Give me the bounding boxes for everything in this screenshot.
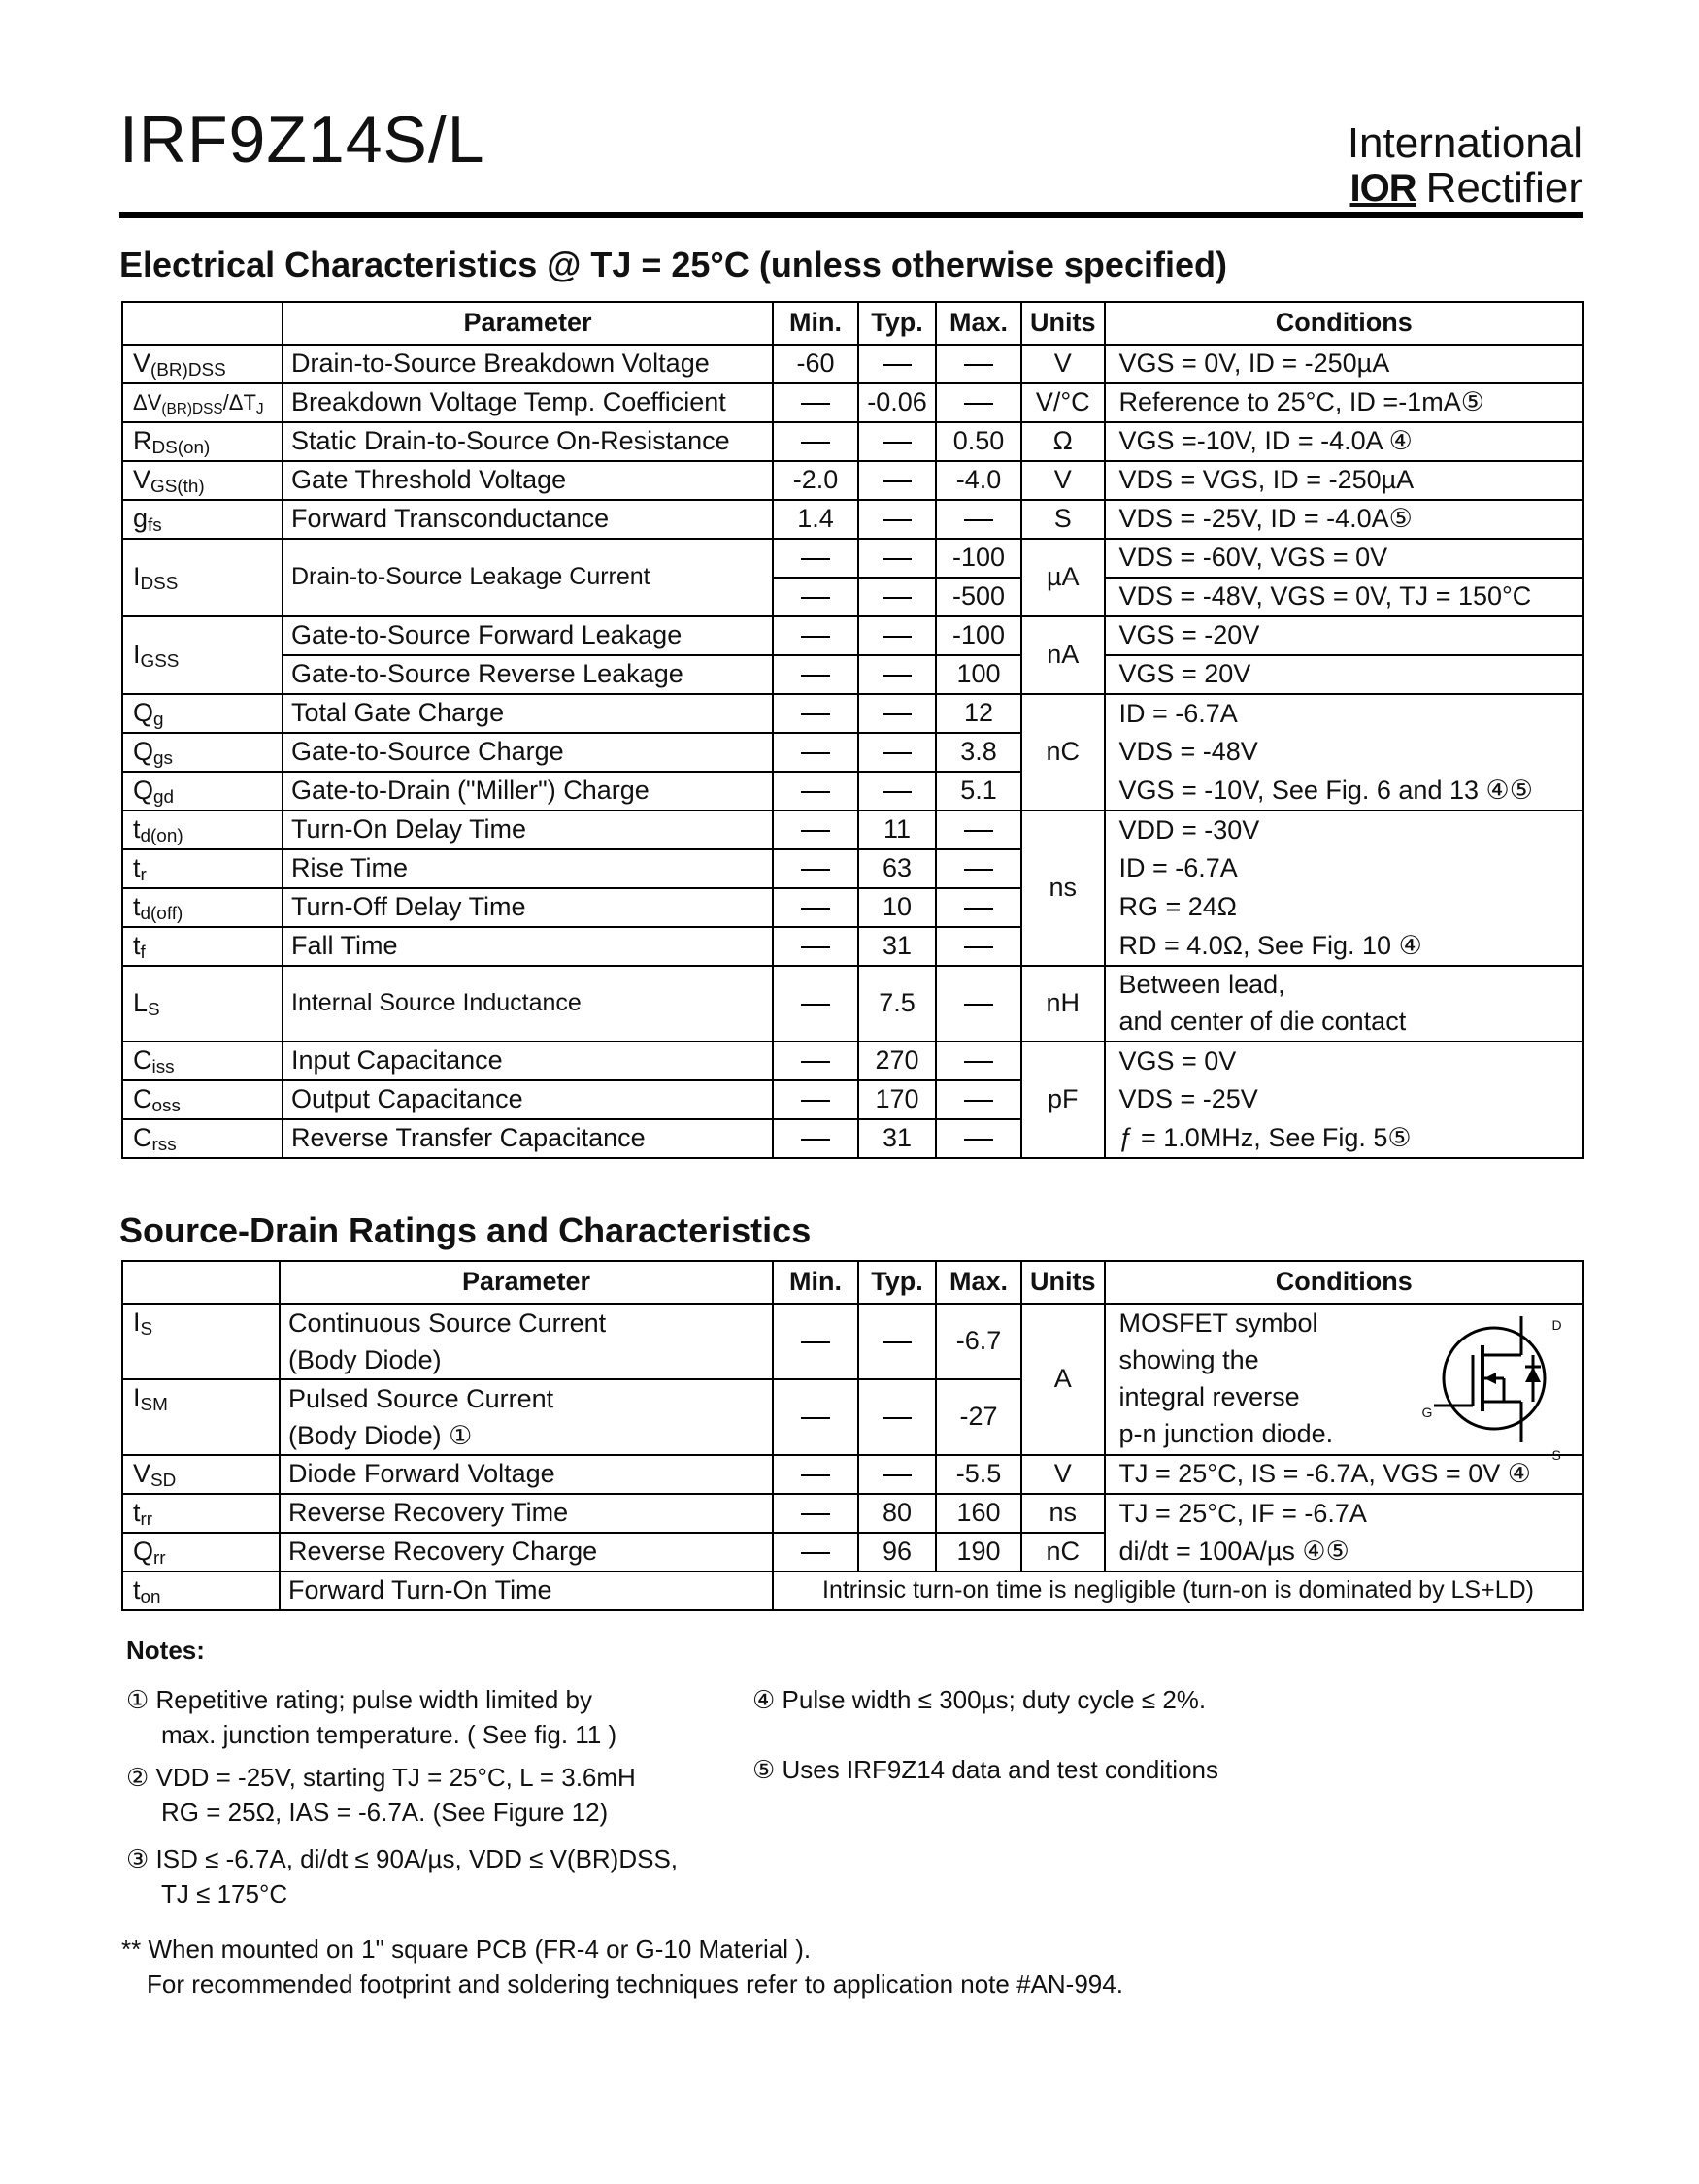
min-cell [773, 1379, 858, 1455]
min-cell [773, 422, 858, 461]
note-3: ③ ISD ≤ -6.7A, di/dt ≤ 90A/µs, VDD ≤ V(BR)DSS, [126, 1844, 679, 1873]
typ-cell [858, 616, 936, 655]
note-3-cont: TJ ≤ 175°C [161, 1879, 288, 1908]
typ-cell [858, 422, 936, 461]
condition-line: integral reverse [1118, 1382, 1300, 1411]
condition-cell: VDS = -25V, ID = -4.0A⑤ [1105, 500, 1584, 539]
unit-cell: V/°C [1021, 383, 1105, 422]
table-row [122, 966, 1583, 1004]
table-row [122, 694, 1583, 733]
parameter-cell: Gate Threshold Voltage [283, 461, 773, 500]
min-cell: 1.4 [773, 500, 858, 539]
symbol-cell: $C_{rss}$ [122, 1119, 283, 1158]
parameter-cell: Gate-to-Source Forward Leakage [283, 616, 773, 655]
notes-right-column [752, 1682, 1374, 1787]
typ-cell [858, 345, 936, 383]
condition-line: p-n junction diode. [1118, 1419, 1334, 1448]
condition-cell: RG = 24Ω [1105, 888, 1584, 927]
min-header: Min. [773, 1261, 858, 1304]
typ-cell [858, 733, 936, 772]
typ-cell [858, 1379, 936, 1455]
unit-cell: A [1021, 1304, 1105, 1455]
typ-cell [858, 694, 936, 733]
symbol-cell: $Q_{gd}$ [122, 772, 283, 811]
note-2: ② VDD = -25V, starting TJ = 25°C, L = 3.6mH [126, 1763, 636, 1792]
typ-cell [858, 500, 936, 539]
typ-header: Typ. [858, 1261, 936, 1304]
parameter-cell: Internal Source Inductance [283, 966, 773, 1042]
mosfet-pin-s: S [1551, 1447, 1561, 1463]
param-line: Continuous Source Current [288, 1308, 607, 1338]
max-cell: 190 [936, 1533, 1021, 1572]
mosfet-pin-d: D [1551, 1317, 1562, 1333]
min-cell [773, 811, 858, 849]
max-cell: 100 [936, 655, 1021, 694]
unit-cell: V [1021, 461, 1105, 500]
symbol-cell: $\Delta V_{(BR)DSS}/\Delta T_J$ [122, 383, 283, 422]
page-title: IRF9Z14S/L [119, 103, 485, 177]
parameter-cell: Reverse Recovery Charge [280, 1533, 773, 1572]
typ-header: Typ. [858, 302, 936, 345]
condition-cell: ID = -6.7A [1105, 849, 1584, 888]
max-cell: -5.5 [936, 1455, 1021, 1494]
min-cell [773, 733, 858, 772]
parameter-cell: Total Gate Charge [283, 694, 773, 733]
parameter-cell: Diode Forward Voltage [280, 1455, 773, 1494]
mosfet-condition-cell [1105, 1304, 1584, 1463]
parameter-cell: Reverse Transfer Capacitance [283, 1119, 773, 1158]
min-cell [773, 1533, 858, 1572]
min-cell [773, 655, 858, 694]
parameter-cell: Rise Time [283, 849, 773, 888]
typ-cell: 63 [858, 849, 936, 888]
max-cell: 0.50 [936, 422, 1021, 461]
table-row [122, 461, 1583, 500]
condition-cell: di/dt = 100A/µs ④⑤ [1105, 1533, 1584, 1572]
min-cell [773, 927, 858, 966]
min-cell [773, 1304, 858, 1379]
max-cell [936, 1080, 1021, 1119]
max-cell [936, 500, 1021, 539]
min-cell [773, 383, 858, 422]
condition-cell: and center of die contact [1105, 1004, 1584, 1042]
parameter-cell: Forward Transconductance [283, 500, 773, 539]
typ-cell: 170 [858, 1080, 936, 1119]
min-cell [773, 578, 858, 616]
section-title-source-drain: Source-Drain Ratings and Characteristics [119, 1210, 812, 1250]
table-row [122, 811, 1583, 849]
typ-cell: 11 [858, 811, 936, 849]
symbol-cell: $C_{iss}$ [122, 1042, 283, 1080]
max-cell [936, 1042, 1021, 1080]
symbol-cell: $Q_{rr}$ [122, 1533, 280, 1572]
symbol-cell: $V_{GS(th)}$ [122, 461, 283, 500]
min-cell [773, 888, 858, 927]
table-row [122, 422, 1583, 461]
mosfet-pin-g: G [1421, 1405, 1433, 1420]
parameter-cell: Turn-Off Delay Time [283, 888, 773, 927]
table-row [122, 539, 1583, 578]
parameter-cell: Forward Turn-On Time [280, 1572, 773, 1610]
table-row [122, 1304, 1583, 1379]
unit-cell: Ω [1021, 422, 1105, 461]
units-header: Units [1021, 1261, 1105, 1304]
symbol-cell: $Q_{gs}$ [122, 733, 283, 772]
parameter-cell: Gate-to-Drain ("Miller") Charge [283, 772, 773, 811]
table-row [122, 655, 1583, 694]
symbol-cell: $Q_g$ [122, 694, 283, 733]
min-cell [773, 966, 858, 1042]
condition-line: showing the [1118, 1345, 1259, 1374]
max-cell [936, 383, 1021, 422]
note-4: ④ Pulse width ≤ 300µs; duty cycle ≤ 2%. [752, 1685, 1207, 1714]
condition-cell: Intrinsic turn-on time is negligible (turn-on is dominated by LS+LD) [773, 1572, 1583, 1610]
max-cell [936, 927, 1021, 966]
max-cell: -100 [936, 616, 1021, 655]
unit-cell: ns [1021, 1494, 1105, 1533]
footnote-line-1: ** When mounted on 1" square PCB (FR-4 or G-10 Material ). [121, 1935, 812, 1964]
notes-section [126, 1636, 1218, 1908]
unit-cell: ns [1021, 811, 1105, 966]
parameter-cell: Breakdown Voltage Temp. Coefficient [283, 383, 773, 422]
typ-cell [858, 1304, 936, 1379]
parameter-cell: Gate-to-Source Reverse Leakage [283, 655, 773, 694]
unit-cell: nA [1021, 616, 1105, 694]
max-cell: 3.8 [936, 733, 1021, 772]
min-cell [773, 1119, 858, 1158]
table-row [122, 733, 1583, 772]
conditions-header: Conditions [1105, 1261, 1584, 1304]
param-line: (Body Diode) ① [288, 1421, 473, 1450]
condition-cell: VDS = -48V [1105, 733, 1584, 772]
note-2-cont: RG = 25Ω, IAS = -6.7A. (See Figure 12) [161, 1798, 609, 1827]
symbol-cell: $I_{GSS}$ [122, 616, 283, 694]
parameter-cell: Turn-On Delay Time [283, 811, 773, 849]
parameter-cell: Drain-to-Source Leakage Current [283, 539, 773, 616]
typ-cell [858, 655, 936, 694]
condition-cell: VGS = -20V [1105, 616, 1584, 655]
note-1: ① Repetitive rating; pulse width limited by [126, 1685, 592, 1714]
table-row [122, 1533, 1583, 1572]
max-cell [936, 888, 1021, 927]
units-header: Units [1021, 302, 1105, 345]
parameter-cell: Fall Time [283, 927, 773, 966]
param-line: Pulsed Source Current [288, 1384, 554, 1413]
unit-cell: µA [1021, 539, 1105, 616]
max-cell: -4.0 [936, 461, 1021, 500]
unit-cell: S [1021, 500, 1105, 539]
typ-cell [858, 578, 936, 616]
symbol-cell: $L_S$ [122, 966, 283, 1042]
typ-cell [858, 461, 936, 500]
symbol-cell: $I_S$ [122, 1304, 280, 1379]
parameter-cell [280, 1304, 773, 1379]
condition-cell: RD = 4.0Ω, See Fig. 10 ④ [1105, 927, 1584, 966]
symbol-cell: $I_{SM}$ [122, 1379, 280, 1455]
parameter-cell: Reverse Recovery Time [280, 1494, 773, 1533]
symbol-header [122, 1261, 280, 1304]
condition-cell: ID = -6.7A [1105, 694, 1584, 733]
mosfet-symbol-icon [1426, 1308, 1552, 1450]
typ-cell [858, 539, 936, 578]
typ-cell: 7.5 [858, 966, 936, 1042]
note-1-cont: max. junction temperature. ( See fig. 11 ) [161, 1720, 617, 1749]
table-row [122, 1080, 1583, 1119]
min-cell [773, 1042, 858, 1080]
unit-cell: nC [1021, 694, 1105, 811]
max-cell: 12 [936, 694, 1021, 733]
footnote-line-2: For recommended footprint and soldering techniques refer to application note #AN-994. [147, 1969, 1123, 1999]
symbol-cell: $t_{d(off)}$ [122, 888, 283, 927]
table-header-row [122, 302, 1583, 345]
symbol-cell: $g_{fs}$ [122, 500, 283, 539]
table-row [122, 500, 1583, 539]
parameter-header: Parameter [283, 302, 773, 345]
typ-cell [858, 772, 936, 811]
min-cell [773, 1080, 858, 1119]
condition-cell: VDS = -48V, VGS = 0V, TJ = 150°C [1105, 578, 1584, 616]
ior-logo: IOR [1349, 167, 1416, 211]
symbol-cell: $t_{on}$ [122, 1572, 280, 1610]
max-cell [936, 345, 1021, 383]
condition-cell: VGS = 0V [1105, 1042, 1584, 1080]
condition-cell: TJ = 25°C, IS = -6.7A, VGS = 0V ④ [1105, 1455, 1584, 1494]
condition-cell: VDS = -25V [1105, 1080, 1584, 1119]
table-row [122, 616, 1583, 655]
condition-cell: VDS = VGS, ID = -250µA [1105, 461, 1584, 500]
symbol-header [122, 302, 283, 345]
min-cell [773, 539, 858, 578]
typ-cell: 270 [858, 1042, 936, 1080]
max-cell: -6.7 [936, 1304, 1021, 1379]
condition-cell: Between lead, [1105, 966, 1584, 1004]
condition-cell: VGS = 0V, ID = -250µA [1105, 345, 1584, 383]
parameter-cell [280, 1379, 773, 1455]
notes-left-column [126, 1682, 748, 1911]
max-cell: -100 [936, 539, 1021, 578]
typ-cell: 96 [858, 1533, 936, 1572]
brand-logo [1348, 121, 1582, 211]
min-cell [773, 694, 858, 733]
section-title-electrical: Electrical Characteristics @ TJ = 25°C (unless otherwise specified) [119, 245, 1227, 284]
footnote [121, 1932, 1123, 2002]
max-cell [936, 1119, 1021, 1158]
parameter-cell: Drain-to-Source Breakdown Voltage [283, 345, 773, 383]
unit-cell: nC [1021, 1533, 1105, 1572]
condition-cell: VGS = 20V [1105, 655, 1584, 694]
symbol-cell: $R_{DS(on)}$ [122, 422, 283, 461]
table-row [122, 1119, 1583, 1158]
notes-title: Notes: [126, 1636, 205, 1665]
max-cell [936, 811, 1021, 849]
typ-cell: 10 [858, 888, 936, 927]
condition-line: MOSFET symbol [1118, 1308, 1318, 1338]
typ-cell: 31 [858, 1119, 936, 1158]
typ-cell: 31 [858, 927, 936, 966]
parameter-cell: Static Drain-to-Source On-Resistance [283, 422, 773, 461]
unit-cell: V [1021, 345, 1105, 383]
parameter-header: Parameter [280, 1261, 773, 1304]
condition-cell: Reference to 25°C, ID =-1mA⑤ [1105, 383, 1584, 422]
max-cell: 160 [936, 1494, 1021, 1533]
min-cell [773, 616, 858, 655]
table-row [122, 849, 1583, 888]
min-cell: -2.0 [773, 461, 858, 500]
max-cell [936, 849, 1021, 888]
condition-cell: ƒ = 1.0MHz, See Fig. 5⑤ [1105, 1119, 1584, 1158]
condition-cell: VDD = -30V [1105, 811, 1584, 849]
max-cell: -27 [936, 1379, 1021, 1455]
max-header: Max. [936, 1261, 1021, 1304]
source-drain-table [121, 1260, 1584, 1611]
table-row [122, 772, 1583, 811]
parameter-cell: Output Capacitance [283, 1080, 773, 1119]
table-row [122, 927, 1583, 966]
typ-cell: -0.06 [858, 383, 936, 422]
conditions-header: Conditions [1105, 302, 1584, 345]
table-row [122, 345, 1583, 383]
min-header: Min. [773, 302, 858, 345]
unit-cell: pF [1021, 1042, 1105, 1158]
typ-cell [858, 1455, 936, 1494]
symbol-cell: $t_f$ [122, 927, 283, 966]
table-row [122, 1572, 1583, 1610]
note-5: ⑤ Uses IRF9Z14 data and test conditions [752, 1755, 1218, 1784]
symbol-cell: $I_{DSS}$ [122, 539, 283, 616]
unit-cell: nH [1021, 966, 1105, 1042]
condition-cell: VGS = -10V, See Fig. 6 and 13 ④⑤ [1105, 772, 1584, 811]
max-cell [936, 966, 1021, 1042]
electrical-table [121, 301, 1584, 1159]
max-cell: 5.1 [936, 772, 1021, 811]
parameter-cell: Input Capacitance [283, 1042, 773, 1080]
condition-cell: TJ = 25°C, IF = -6.7A [1105, 1494, 1584, 1533]
param-line: (Body Diode) [288, 1345, 442, 1374]
table-row [122, 383, 1583, 422]
condition-cell: VGS =-10V, ID = -4.0A ④ [1105, 422, 1584, 461]
symbol-cell: $V_{(BR)DSS}$ [122, 345, 283, 383]
parameter-cell: Gate-to-Source Charge [283, 733, 773, 772]
unit-cell: V [1021, 1455, 1105, 1494]
max-cell: -500 [936, 578, 1021, 616]
symbol-cell: $t_r$ [122, 849, 283, 888]
table-header-row [122, 1261, 1583, 1304]
header-rule [119, 212, 1583, 218]
min-cell [773, 1455, 858, 1494]
min-cell: -60 [773, 345, 858, 383]
table-row [122, 1042, 1583, 1080]
min-cell [773, 772, 858, 811]
condition-cell: VDS = -60V, VGS = 0V [1105, 539, 1584, 578]
table-row [122, 888, 1583, 927]
typ-cell: 80 [858, 1494, 936, 1533]
min-cell [773, 1494, 858, 1533]
symbol-cell: $C_{oss}$ [122, 1080, 283, 1119]
min-cell [773, 849, 858, 888]
max-header: Max. [936, 302, 1021, 345]
symbol-cell: $t_{rr}$ [122, 1494, 280, 1533]
table-row [122, 1494, 1583, 1533]
brand-line1: International [1347, 119, 1582, 167]
table-row [122, 1455, 1583, 1494]
symbol-cell: $t_{d(on)}$ [122, 811, 283, 849]
symbol-cell: $V_{SD}$ [122, 1455, 280, 1494]
brand-line2: Rectifier [1425, 164, 1582, 213]
